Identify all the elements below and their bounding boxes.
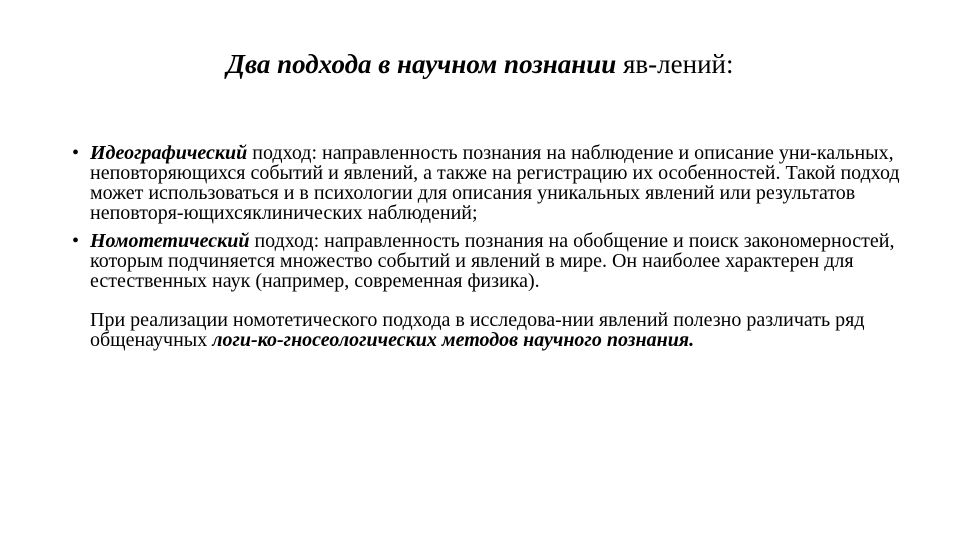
slide-title <box>0 48 960 80</box>
title-emphasis: Два подхода в научном познании <box>226 49 617 79</box>
bullet-marker: • <box>72 142 80 164</box>
bullet-marker: • <box>72 230 80 252</box>
bullet-text: подход: направленность познания на наблюдение и описание уни-кальных, неповторяющихся событий и явлений, а также на регистрацию их особенностей. Такой подход может использоваться и в психологии для описания уникальных явлений или результатов неповторя-ющихсяклинических наблюдений; <box>90 142 900 224</box>
paragraph-emphasis: логи-ко-гносеологических методов научного познания. <box>212 329 695 351</box>
bullet-term: Идеографический <box>90 142 248 164</box>
bullet-nomothetic <box>72 231 912 291</box>
title-rest: яв-лений: <box>616 49 734 79</box>
bullet-term: Номотетический <box>90 230 250 252</box>
bullet-text: подход: направленность познания на обобщение и поиск закономерностей, которым подчиняется множество событий и явлений в мире. Он наиболее характерен для естественных наук (например, современная физика). <box>90 230 895 292</box>
bullet-idiographic <box>72 143 912 223</box>
paragraph-text: При реализации номотетического подхода в исследова-нии явлений полезно различать ряд общенаучных <box>90 309 865 351</box>
closing-paragraph <box>72 310 912 350</box>
slide-body <box>72 143 912 350</box>
